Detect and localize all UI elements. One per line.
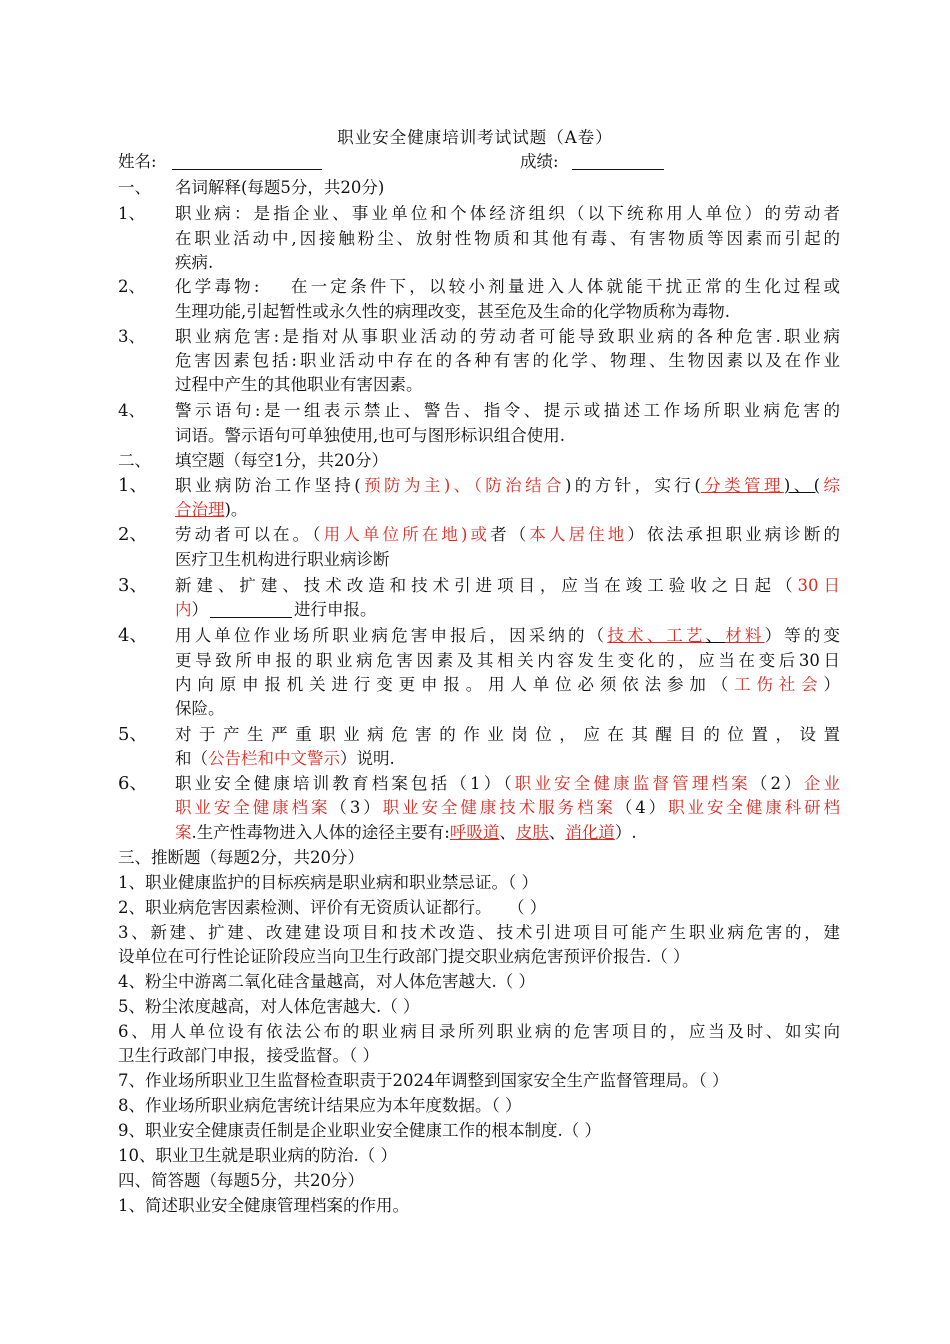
score-label: 成绩:: [520, 152, 559, 171]
s1-q1-line: 职业病：是指企业、事业单位和个体经济组织（以下统称用人单位）的劳动者: [175, 204, 840, 223]
q2-answer: 用人单位所在地)或: [323, 525, 491, 544]
s3-item-line: 4、粉尘中游离二氧化硅含量越高，对人体危害越大.（ ）: [118, 972, 535, 991]
q4-answer: 材料: [725, 626, 765, 645]
q1-answer: 分类管理: [700, 476, 784, 495]
q1-text: 职业病防治工作坚持(: [175, 476, 361, 495]
q5-text: 和（: [175, 749, 208, 768]
s2-q1-line: [175, 474, 840, 498]
q4-text: 内向原申报机关进行变更申报。用人单位必须依法参加（: [175, 675, 735, 694]
q6-answer: 职业安全健康档案: [175, 798, 331, 817]
q2-text: ）依法承担职业病诊断的: [627, 525, 841, 544]
q2-answer: 本人居住地: [529, 525, 628, 544]
s2-q2-line: [175, 523, 840, 547]
section-4-heading: 四、简答题（每题5分，共20分）: [118, 1171, 364, 1190]
s1-q3-line: 职业病危害:是指对从事职业活动的劳动者可能导致职业病的各种危害.职业病: [175, 327, 840, 346]
header-row: [118, 150, 840, 174]
q6-answer: 呼吸道: [449, 823, 500, 842]
s2-q5-line: 对于产生严重职业病危害的作业岗位，应在其醒目的位置，设置: [175, 725, 840, 744]
q6-text: .生产性毒物进入人体的途径主要有:: [191, 823, 450, 842]
q1-answer: 综: [820, 476, 841, 495]
q6-answer: 职业安全健康监督管理档案: [514, 774, 751, 793]
q6-text: 、: [548, 823, 566, 842]
q1-text: )。: [224, 500, 248, 519]
s2-q2-number: 2、: [118, 524, 148, 545]
page-title: 职业安全健康培训考试试题（A卷）: [337, 128, 613, 147]
score-blank: [572, 153, 664, 170]
s3-item-line: 设单位在可行性论证阶段应当向卫生行政部门提交职业病危害预评价报告.（ ）: [118, 947, 690, 966]
q4-text: ）: [823, 675, 841, 694]
q3-answer: 内: [175, 600, 192, 619]
q6-text: （2）: [750, 774, 804, 793]
q3-answer: 30日: [797, 576, 841, 595]
s3-item-line: 2、职业病危害因素检测、评价有无资质认证都行。 （ ）: [118, 898, 547, 917]
s3-item-line: 3、新建、扩建、改建建设项目和技术改造、技术引进项目可能产生职业病危害的，建: [118, 923, 840, 942]
score-group: [520, 150, 664, 174]
s1-q3-line: 过程中产生的其他职业有害因素。: [175, 375, 423, 394]
q2-text: 者（: [490, 525, 530, 544]
s1-q2-number: 2、: [118, 277, 145, 296]
q4-text: 用人单位作业场所职业病危害申报后，因采纳的（: [175, 626, 608, 645]
s2-q2-line: 医疗卫生机构进行职业病诊断: [175, 550, 390, 569]
s1-q4-number: 4、: [118, 401, 145, 420]
q4-text: ）等的变: [764, 626, 841, 645]
s3-item-line: 5、粉尘浓度越高，对人体危害越大.（ ）: [118, 997, 420, 1016]
s2-q5-number: 5、: [118, 724, 148, 745]
name-label: 姓名:: [118, 152, 157, 171]
q6-answer: 企业: [803, 774, 841, 793]
s1-q3-line: 危害因素包括:职业活动中存在的各种有害的化学、物理、生物因素以及在作业: [175, 351, 840, 370]
s2-q6-line: [175, 772, 840, 796]
q5-answer: 公告栏和中文警示: [208, 749, 340, 768]
s2-q4-line: 更导致所申报的职业病危害因素及其相关内容发生变化的，应当在变后30日: [175, 651, 840, 670]
q3-blank: [210, 601, 292, 618]
q3-text: 新建、扩建、技术改造和技术引进项目，应当在竣工验收之日起（: [175, 576, 798, 595]
s3-item-line: 卫生行政部门申报，接受监督。（ ）: [118, 1046, 379, 1065]
section-1-number: 一、: [118, 178, 151, 197]
section-2-number: 二、: [118, 451, 151, 470]
s2-q6-line: [175, 821, 840, 845]
s1-q4-line: 警示语句:是一组表示禁止、警告、指令、提示或描述工作场所职业病危害的: [175, 401, 840, 420]
s3-item-line: 6、用人单位设有依法公布的职业病目录所列职业病的危害项目的，应当及时、如实向: [118, 1022, 840, 1041]
s2-q3-number: 3、: [118, 575, 148, 596]
q3-text: ）: [191, 600, 208, 619]
q4-answer: 工伤社会: [734, 675, 824, 694]
s2-q4-number: 4、: [118, 625, 148, 646]
q1-text: )的方针，实行(: [564, 476, 701, 495]
q4-answer: 技术、工艺: [607, 626, 706, 645]
q4-text: 、: [705, 626, 726, 645]
s1-q3-number: 3、: [118, 327, 145, 346]
s3-item-line: 8、作业场所职业病危害统计结果应为本年度数据。（ ）: [118, 1096, 522, 1115]
s2-q5-line: [175, 747, 840, 771]
s1-q1-line: 疾病.: [175, 253, 214, 272]
q1-answer: 合治理: [175, 500, 225, 519]
s2-q1-line: [175, 498, 840, 522]
q6-answer: 职业安全健康技术服务档案: [382, 798, 616, 817]
s1-q1-number: 1、: [118, 204, 145, 223]
s2-q4-line: 保险。: [175, 699, 225, 718]
s3-item-line: 9、职业安全健康责任制是企业职业安全健康工作的根本制度.（ ）: [118, 1121, 601, 1140]
q6-answer: 职业安全健康科研档: [668, 798, 841, 817]
q6-answer: 皮肤: [515, 823, 549, 842]
s1-q2-line: 生理功能,引起暂性或永久性的病理改变，甚至危及生命的化学物质称为毒物.: [175, 302, 730, 321]
q6-text: （4）: [615, 798, 669, 817]
s2-q3-line: [175, 598, 840, 622]
s2-q6-line: [175, 796, 840, 820]
s2-q4-line: [175, 673, 840, 697]
q1-text: )、(: [783, 476, 821, 495]
q6-text: ）.: [614, 823, 637, 842]
name-blank: [172, 153, 322, 170]
s1-q1-line: 在职业活动中,因接触粉尘、放射性物质和其他有毒、有害物质等因素而引起的: [175, 229, 840, 248]
section-2-heading: 填空题（每空1分，共20分）: [175, 451, 388, 470]
q6-answer: 案: [175, 823, 192, 842]
s1-q4-line: 词语。警示语句可单独使用,也可与图形标识组合使用.: [175, 426, 565, 445]
q5-text: ）说明.: [340, 749, 395, 768]
q1-answer: 预防为主)、（防治结合: [360, 476, 565, 495]
section-1-heading: 名词解释(每题5分，共20分): [175, 178, 385, 197]
q2-text: 劳动者可以在。（: [175, 525, 324, 544]
s3-item-line: 7、作业场所职业卫生监督检查职责于2024年调整到国家安全生产监督管理局。（ ）: [118, 1071, 729, 1090]
s2-q6-number: 6、: [118, 773, 148, 794]
q6-text: 、: [499, 823, 516, 842]
s2-q1-number: 1、: [118, 475, 148, 496]
section-3-heading: 三、推断题（每题2分，共20分）: [118, 848, 364, 867]
q6-answer: 消化道: [565, 823, 615, 842]
s3-item-line: 10、职业卫生就是职业病的防治.（ ）: [118, 1146, 397, 1165]
s4-item-line: 1、简述职业安全健康管理档案的作用。: [118, 1196, 409, 1215]
s1-q2-line: 化学毒物: 在一定条件下，以较小剂量进入人体就能干扰正常的生化过程或: [175, 277, 840, 296]
q6-text: （3）: [330, 798, 383, 817]
s3-item-line: 1、职业健康监护的目标疾病是职业病和职业禁忌证。（ ）: [118, 873, 538, 892]
q3-text: 进行申报。: [294, 600, 377, 619]
s2-q3-line: [175, 574, 840, 598]
s2-q4-line: [175, 624, 840, 648]
q6-text: 职业安全健康培训教育档案包括（1）（: [175, 774, 515, 793]
